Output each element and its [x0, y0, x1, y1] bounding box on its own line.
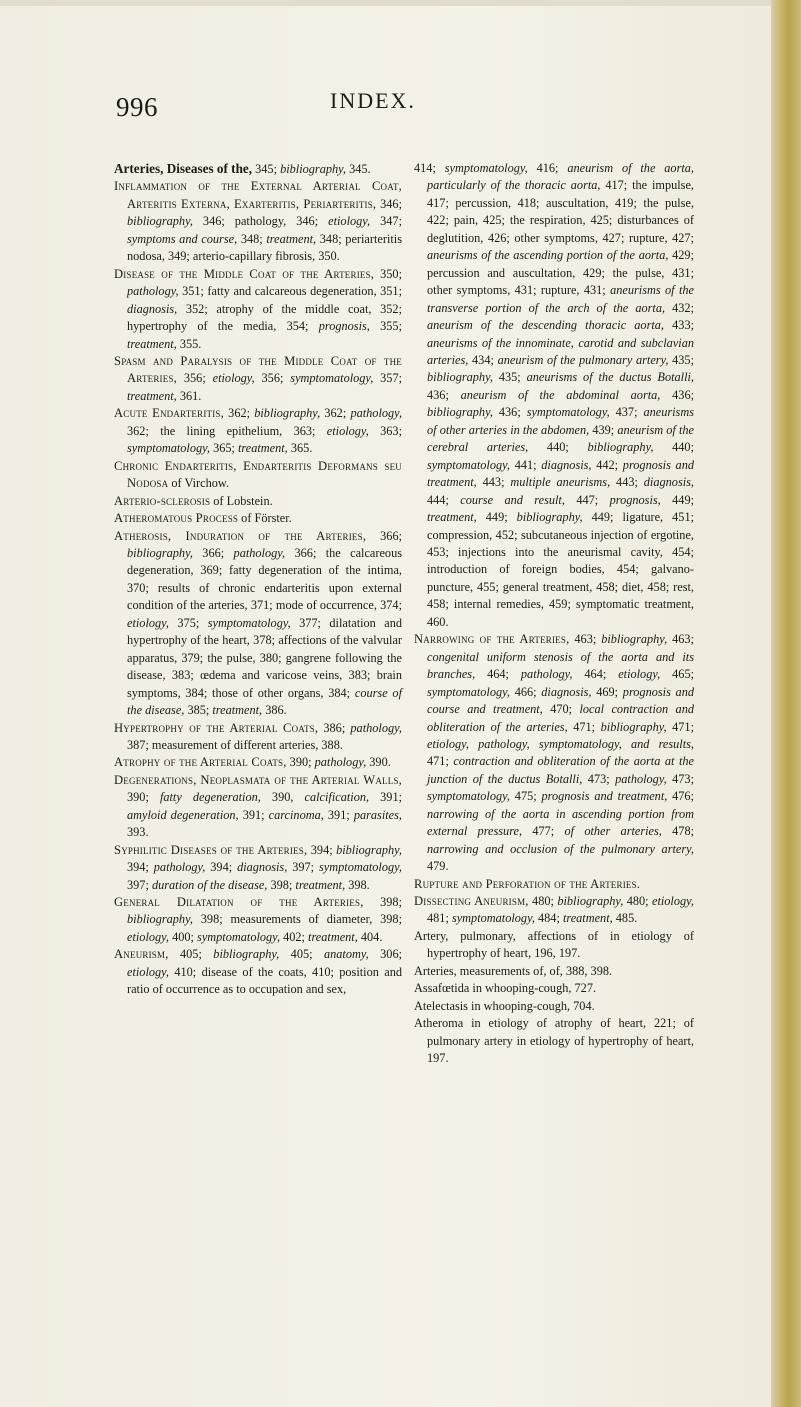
entry-text: 394; [205, 860, 238, 875]
subtopic-italic: duration of the disease, [151, 877, 268, 892]
entry-text: 441; [510, 457, 542, 472]
entry-heading: General Dilatation of the Arteries, [114, 895, 364, 910]
entry-heading: Arteries, Diseases of the, [114, 161, 253, 176]
index-entry [114, 842, 402, 894]
entry-text: 469; [591, 684, 623, 699]
entry-text: of Virchow. [168, 476, 230, 491]
entry-text: 375; [169, 615, 208, 630]
entry-text: 432; [665, 300, 694, 315]
subtopic-italic: diagnosis, [541, 684, 592, 699]
subtopic-italic: etiology, pathology, symptomatology, and results, [427, 736, 694, 751]
subtopic-italic: treatment, [562, 911, 613, 926]
entry-text: 414; [414, 161, 445, 175]
subtopic-italic: etiology, [326, 423, 369, 438]
index-entry [114, 266, 402, 353]
entry-text: 479. [427, 859, 449, 874]
entry-text: 444; [427, 492, 461, 507]
entry-text: 397; [287, 860, 319, 875]
subtopic-italic: bibliography, [254, 406, 321, 421]
entry-text: 347; [370, 214, 403, 229]
subtopic-italic: carcinoma, [268, 807, 324, 822]
entry-text: 436; [660, 387, 695, 402]
entry-text: 473; [666, 771, 694, 786]
entry-text: 355; [369, 319, 402, 334]
entry-text: 346; pathology, 346; [192, 214, 329, 229]
entry-text: of Förster. [238, 511, 292, 526]
subtopic-italic: symptomatology, [207, 615, 291, 630]
subtopic-italic: pathology, [314, 755, 367, 770]
subtopic-italic: aneurisms of the innominate, carotid and subclavian arteries, [427, 335, 694, 367]
entry-heading: Chronic Endarteritis, Endarteritis Deformans seu Nodosa [114, 458, 402, 491]
subtopic-italic: bibliography, [127, 214, 193, 229]
entry-heading: Degenerations, Neoplasmata of the Arterial Walls, [114, 772, 402, 787]
entry-text: 436; [427, 387, 461, 402]
subtopic-italic: pathology, [520, 667, 573, 682]
subtopic-italic: amyloid degeneration, [127, 807, 239, 822]
entry-heading: Dissecting Aneurism, [414, 894, 529, 909]
subtopic-italic: bibliography, [127, 545, 193, 560]
subtopic-italic: course and result, [460, 492, 565, 507]
entry-heading: Spasm and Paralysis of the Middle Coat of the Arteries, [114, 353, 402, 386]
index-entry [114, 894, 402, 946]
index-entry [114, 178, 402, 265]
entry-text: 435; [492, 370, 527, 385]
subtopic-italic: pathology, [615, 771, 667, 786]
subtopic-italic: prognosis, [609, 492, 661, 507]
entry-text: Assafœtida in whooping-cough, 727. [414, 981, 597, 996]
subtopic-italic: pathology, [350, 720, 402, 735]
entry-text: 463; [569, 632, 602, 647]
subtopic-italic: treatment, [427, 510, 477, 525]
entry-text: 405; [279, 947, 324, 962]
entry-text: 465; [660, 667, 695, 682]
subtopic-italic: calcification, [304, 790, 370, 805]
entry-text: 365; [210, 441, 239, 456]
subtopic-italic: bibliography, [557, 894, 624, 909]
subtopic-italic: bibliography, [213, 947, 280, 962]
entry-text: 397; [127, 877, 152, 892]
subtopic-italic: symptomatology, [197, 929, 281, 944]
index-entry [114, 528, 402, 720]
subtopic-italic: etiology, [127, 929, 170, 944]
index-entry [114, 493, 402, 510]
index-column-right [414, 160, 694, 1068]
subtopic-italic: narrowing of the aorta in ascending portion from external pressure, [427, 806, 694, 839]
entry-text: 466; [510, 684, 542, 699]
subtopic-italic: symptoms and course, [127, 231, 238, 246]
entry-text: 402; [280, 929, 309, 944]
entry-text: 377; dilatation and hypertrophy of the heart, 378; affections of the valvular apparatus, 379; the pulse, 380; gangrene following the disease, 383; œdema and varicose veins, 383; brain symptoms, 384; those of other organs, 384; [127, 615, 402, 700]
entry-text: 449; ligature, 451; compression, 452; subcutaneous injection of ergotine, 453; injections into the aneurismal cavity, 454; introduction of foreign bodies, 454; galvano-puncture, 455; general treatment, 458; diet, 458; rest, 458; internal remedies, 459; symptomatic treatment, 460. [427, 510, 695, 629]
entry-text: 436; [492, 405, 527, 420]
index-column-left [114, 160, 402, 999]
subtopic-italic: etiology, [618, 667, 661, 682]
subtopic-italic: bibliography, [587, 440, 654, 455]
entry-text: 348; periarteritis nodosa, 349; arterio-capillary fibrosis, 350. [127, 231, 402, 264]
index-entry [414, 160, 694, 631]
entry-text: 346; [376, 196, 402, 211]
entry-heading: Aneurism, [114, 947, 169, 962]
subtopic-italic: bibliography, [127, 912, 193, 927]
entry-heading: Rupture and Perforation of the Arteries. [414, 876, 641, 891]
entry-text: 394; [127, 860, 154, 875]
entry-text: 440; [528, 440, 588, 455]
subtopic-italic: diagnosis, [541, 457, 592, 472]
entry-text: 475; [510, 789, 542, 804]
subtopic-italic: bibliography, [427, 405, 493, 420]
entry-heading: Atherosis, Induration of the Arteries, [114, 528, 367, 543]
subtopic-italic: pathology, [233, 545, 286, 560]
entry-text: 449; [660, 492, 695, 507]
subtopic-italic: bibliography, [336, 842, 403, 857]
subtopic-italic: prognosis and treatment, [427, 457, 695, 490]
entry-text: 443; [610, 475, 644, 490]
entry-text: 362; [223, 406, 255, 421]
subtopic-italic: aneurism of the cerebral arteries, [427, 422, 694, 455]
entry-text: 356; [254, 371, 291, 386]
entry-text: 473; [582, 771, 616, 786]
entry-text: 306; [368, 947, 403, 962]
entry-text: 398; measurements of diameter, 398; [192, 912, 402, 927]
entry-text: 404. [357, 929, 383, 944]
entry-text: 464; [475, 667, 521, 682]
subtopic-italic: aneurism of the aorta, particularly of the thoracic aorta, [427, 161, 694, 193]
subtopic-italic: pathology, [153, 860, 206, 875]
top-edge [0, 0, 801, 6]
subtopic-italic: pathology, [127, 284, 179, 299]
entry-text: 386; [318, 720, 351, 735]
entry-text: 387; measurement of different arteries, 388. [127, 737, 343, 752]
entry-heading: Atheromatous Process [114, 511, 239, 526]
subtopic-italic: of other arteries, [564, 824, 662, 839]
entry-text: 439; [589, 422, 618, 437]
subtopic-italic: diagnosis, [643, 475, 695, 490]
subtopic-italic: treatment, [308, 929, 358, 944]
subtopic-italic: symptomatology, [290, 371, 374, 386]
entry-text: 437; [609, 405, 644, 420]
subtopic-italic: diagnosis, [127, 301, 178, 316]
entry-text: 366; [192, 545, 234, 560]
entry-text: 416; [527, 161, 568, 175]
subtopic-italic: symptomatology, [127, 441, 210, 456]
index-entry [114, 720, 402, 755]
entry-text: 352; atrophy of the middle coat, 352; hypertrophy of the media, 354; [127, 301, 402, 334]
subtopic-italic: aneurism of the pulmonary artery, [497, 352, 669, 367]
entry-text: 398. [345, 877, 370, 892]
index-entry [114, 160, 402, 178]
subtopic-italic: course of the disease, [127, 685, 402, 718]
entry-heading: Arterio-sclerosis [114, 493, 211, 508]
entry-text: 400; [169, 929, 198, 944]
index-entry [414, 928, 694, 963]
entry-text: 391; [238, 807, 269, 822]
entry-text: 463; [667, 632, 695, 647]
subtopic-italic: symptomatology, [451, 911, 535, 926]
entry-text: 355. [176, 336, 202, 351]
entry-text: 443; [476, 475, 511, 490]
subtopic-italic: symptomatology, [427, 457, 510, 472]
subtopic-italic: local contraction and obliteration of the arteries, [427, 702, 695, 734]
entry-heading: Inflammation of the External Arterial Coat, Arteritis Externa, Exarteritis, Periarteritis, [114, 179, 402, 211]
book-spine-edge [771, 0, 801, 1407]
subtopic-italic: treatment, [127, 388, 177, 403]
subtopic-italic: etiology, [651, 894, 694, 909]
subtopic-italic: prognosis, [318, 319, 370, 334]
subtopic-italic: treatment, [266, 231, 317, 246]
entry-text: 449; [476, 510, 517, 525]
subtopic-italic: etiology, [212, 371, 255, 386]
entry-heading: Narrowing of the Arteries, [414, 632, 570, 647]
subtopic-italic: treatment, [295, 877, 346, 892]
subtopic-italic: treatment, [212, 703, 263, 718]
subtopic-italic: parasites, [353, 807, 402, 822]
subtopic-italic: multiple aneurisms, [510, 475, 611, 490]
entry-text: 471; [666, 719, 694, 734]
index-entry [414, 893, 694, 928]
entry-text: 390, [260, 790, 305, 805]
entry-text: Atelectasis in whooping-cough, 704. [414, 998, 595, 1013]
subtopic-italic: symptomatology, [526, 405, 610, 420]
index-entry [114, 458, 402, 493]
subtopic-italic: etiology, [127, 615, 170, 630]
subtopic-italic: diagnosis, [237, 860, 288, 875]
entry-text: 476; [667, 789, 694, 804]
subtopic-italic: bibliography, [516, 510, 583, 525]
entry-text: 366; the calcareous degeneration, 369; fatty degeneration of the intima, 370; results of chronic endarteritis upon external condition of the arteries, 371; mode of occurrence, 374; [127, 545, 402, 613]
subtopic-italic: etiology, [127, 964, 170, 979]
page-number: 996 [116, 92, 158, 122]
entry-text: 477; [522, 824, 565, 839]
entry-text: 391; [323, 807, 354, 822]
entry-text: 480; [528, 894, 558, 909]
entry-text: 447; [564, 492, 610, 507]
entry-text: 345. [346, 162, 371, 176]
subtopic-italic: treatment, [127, 336, 177, 351]
index-entry [414, 876, 694, 893]
entry-text: 478; [661, 824, 695, 839]
entry-text: 365. [287, 441, 313, 456]
entry-text: 433; [664, 318, 695, 333]
subtopic-italic: aneurism of the abdominal aorta, [460, 387, 661, 402]
entry-text: 362; the lining epithelium, 363; [127, 423, 327, 438]
subtopic-italic: fatty degeneration, [159, 790, 261, 805]
entry-text: 470; [542, 702, 580, 717]
subtopic-italic: symptomatology, [427, 789, 510, 804]
entry-text: 390. [366, 755, 391, 770]
subtopic-italic: bibliography, [600, 719, 667, 734]
subtopic-italic: prognosis and treatment, [541, 789, 668, 804]
index-entry [414, 980, 694, 997]
index-entry [414, 963, 694, 980]
index-entry [414, 631, 694, 875]
entry-text: 480; [623, 894, 652, 909]
subtopic-italic: symptomatology, [427, 684, 510, 699]
entry-heading: Syphilitic Diseases of the Arteries, [114, 842, 308, 857]
index-entry [114, 772, 402, 842]
entry-text: 464; [572, 667, 619, 682]
subtopic-italic: aneurisms of the ductus Botalli, [526, 370, 694, 385]
entry-text: 348; [237, 231, 267, 246]
entry-text: 417; the impulse, 417; percussion, 418; auscultation, 419; the pulse, 422; pain, 425; the respiration, 425; disturbances of deglutition, 426; other symptoms, 427; rupture, 427; [427, 178, 694, 245]
index-entry [414, 1015, 694, 1067]
entry-text: 351; fatty and calcareous degeneration, 351; [178, 284, 402, 299]
subtopic-italic: symptomatology, [444, 161, 528, 175]
entry-text: 485. [612, 911, 638, 926]
entry-text: 484; [534, 911, 563, 926]
subtopic-italic: aneurisms of the ascending portion of the aorta, [427, 248, 669, 263]
entry-text: 440; [653, 440, 694, 455]
entry-text: Arteries, measurements of, of, 388, 398. [414, 963, 613, 978]
subtopic-italic: narrowing and occlusion of the pulmonary artery, [427, 841, 694, 856]
subtopic-italic: aneurism of the descending thoracic aorta, [427, 318, 665, 333]
entry-text: 357; [373, 371, 403, 386]
entry-text: Atheroma in etiology of atrophy of heart, 221; of pulmonary artery in etiology of hypertrophy of heart, 197. [414, 1016, 694, 1066]
subtopic-italic: anatomy, [323, 947, 369, 962]
subtopic-italic: aneurisms of the transverse portion of the arch of the aorta, [427, 283, 694, 315]
entry-heading: Disease of the Middle Coat of the Arteries, [114, 266, 375, 281]
entry-text: 391; [369, 790, 403, 805]
subtopic-italic: aneurisms of other arteries in the abdomen, [427, 405, 694, 437]
entry-text: 435; [668, 352, 694, 367]
entry-text: Artery, pulmonary, affections of in etiology of hypertrophy of heart, 196, 197. [414, 928, 694, 961]
subtopic-italic: bibliography, [280, 162, 347, 176]
entry-text: 363; [368, 423, 402, 438]
running-title: INDEX. [330, 88, 416, 113]
entry-text: 481; [427, 911, 452, 926]
entry-text: 442; [591, 457, 623, 472]
subtopic-italic: symptomatology, [319, 860, 402, 875]
index-entry [414, 998, 694, 1015]
index-entry [114, 510, 402, 527]
entry-text: 345; [252, 162, 281, 176]
subtopic-italic: bibliography, [427, 370, 493, 385]
entry-text: 398; [267, 877, 296, 892]
entry-heading: Acute Endarteritis, [114, 406, 224, 421]
index-entry [114, 946, 402, 998]
entry-text: 350; [374, 266, 402, 281]
entry-text: 362; [320, 406, 351, 421]
entry-text: 366; [366, 528, 403, 543]
subtopic-italic: prognosis and course and treatment, [427, 684, 695, 717]
entry-text: 405; [168, 947, 214, 962]
subtopic-italic: pathology, [350, 406, 403, 421]
subtopic-italic: congenital uniform stenosis of the aorta and its branches, [427, 649, 694, 682]
index-entry [114, 353, 402, 405]
entry-text: 386. [262, 703, 287, 718]
entry-text: 429; percussion and auscultation, 429; the pulse, 431; other symptoms, 431; rupture, 431; [427, 248, 695, 298]
entry-text: 410; disease of the coats, 410; position and ratio of occurrence as to occupation and sex, [127, 964, 402, 997]
entry-text: 385; [184, 703, 213, 718]
entry-text: 390; [127, 790, 160, 805]
entry-text: of Lobstein. [210, 493, 273, 508]
entry-text: 434; [468, 352, 498, 367]
entry-text: 394; [307, 842, 337, 857]
entry-heading: Atrophy of the Arterial Coats, [114, 755, 287, 770]
subtopic-italic: treatment, [238, 441, 288, 456]
entry-text: 398; [363, 895, 402, 910]
entry-text: 393. [127, 825, 149, 840]
entry-heading: Hypertrophy of the Arterial Coats, [114, 720, 319, 735]
entry-text: 390; [286, 755, 315, 770]
entry-text: 361. [176, 388, 202, 403]
index-entry [114, 405, 402, 457]
index-entry [114, 754, 402, 771]
entry-text: 471; [567, 719, 601, 734]
subtopic-italic: contraction and obliteration of the aorta at the junction of the ductus Botalli, [427, 754, 694, 786]
entry-text: 471; [427, 754, 454, 769]
entry-text: 356; [177, 371, 213, 386]
subtopic-italic: bibliography, [601, 632, 668, 647]
subtopic-italic: etiology, [328, 214, 371, 229]
